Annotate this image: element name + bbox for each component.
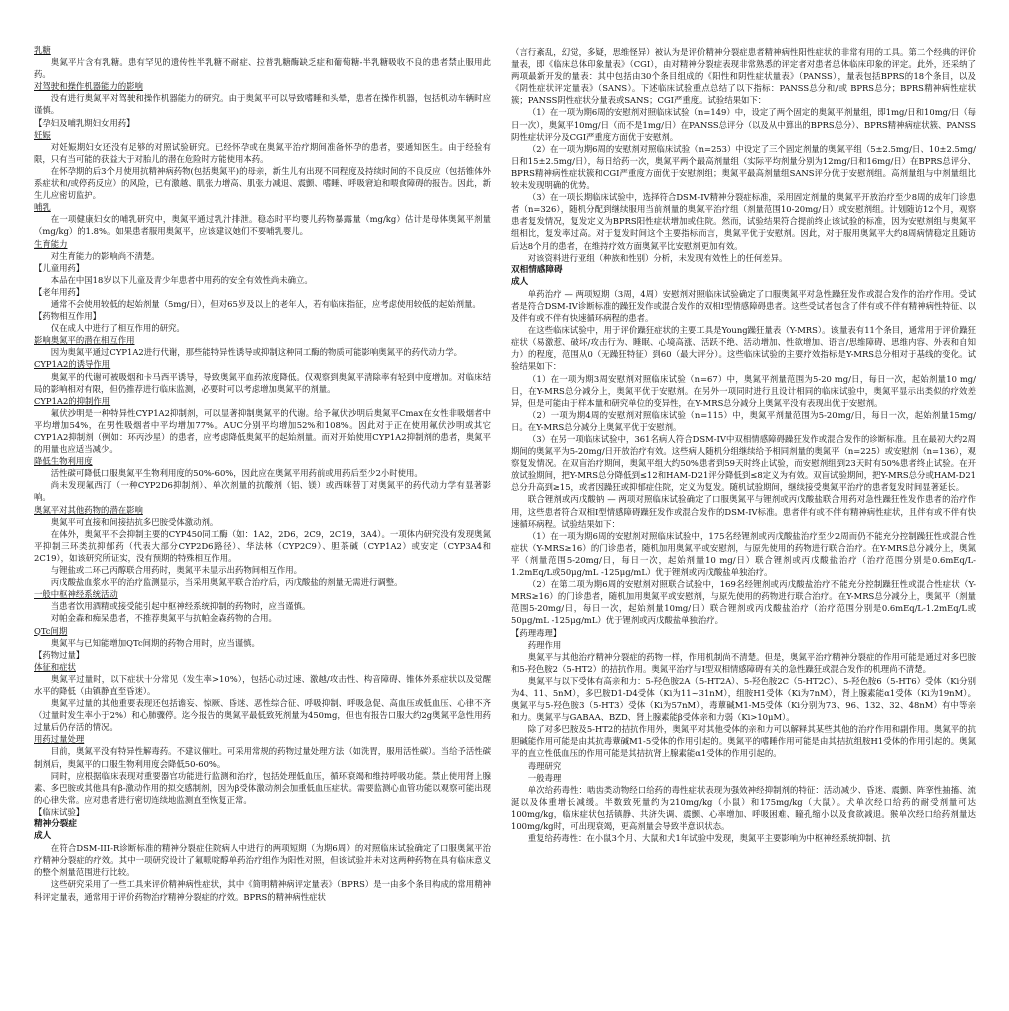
subheading: 降低生物利用度	[34, 456, 93, 467]
section-heading: 【药理毒理】	[511, 627, 562, 638]
paragraph: 氟伏沙明是一种特异性CYP1A2抑制剂，可以显著抑制奥氮平的代谢。给予氟伏沙明后奥氮平Cmax在女性非吸烟者中平均增加54%，在男性吸烟者中平均增加77%。AUC分别平均增加52%和108%。因此对于正在使用氟伏沙明或其它CYP1A2抑制剂（例如：环丙沙星）的患者，应考虑降低奥氮平的起始剂量。而对开始使用CYP1A2抑制剂的患者，奥氮平的用量也应适当减少。	[34, 407, 491, 455]
paragraph: （1）在一项为期3周安慰剂对照临床试验（n=67）中，奥氮平剂量范围为5-20 mg/日，每日一次，起始剂量10 mg/日，在Y-MRS总分减分上，奥氮平优于安慰剂。在另外一项同时进行且设计相同的临床试验中，奥氮平显示出类似的疗效差异，但是可能由于样本量和研究单位的变异性，在Y-MRS总分减分上奥氮平没有表现出优于安慰剂。	[511, 373, 976, 408]
bold-heading: 双相情感障碍	[511, 264, 563, 275]
paragraph: 单次给药毒性：啮齿类动物经口给药的毒性症状表现为强效神经抑制剂的特征：活动减少、昏迷、震颤、阵挛性抽搐、流涎以及体重增长减缓。半数致死量约为210mg/kg（小鼠）和175mg/kg（大鼠）。犬单次经口给药的耐受剂量可达100mg/kg，临床症状包括镇静、共济失调、震颤、心率增加、呼吸困难、瞳孔缩小以及食欲减退。猴单次经口给药剂量达100mg/kg时，可出现衰竭，更高剂量会导致半意识状态。	[511, 784, 976, 831]
bold-heading: 成人	[511, 276, 529, 287]
paragraph: 对生育能力的影响尚不清楚。	[50, 250, 160, 261]
paragraph: 因为奥氮平通过CYP1A2进行代谢，那些能特异性诱导或抑制这种同工酶的物质可能影响奥氮平的药代动力学。	[50, 347, 462, 358]
paragraph: 奥氮平与已知能增加QTc间期的药物合用时，应当谨慎。	[50, 637, 260, 648]
section-heading: 【临床试验】	[34, 806, 85, 817]
subheading: 生育能力	[34, 238, 68, 249]
paragraph: （言行紊乱，幻觉，多疑，思维怪异）被认为是评价精神分裂症患者精神病性阳性症状的非常有用的工具。第二个经典的评价量表，即《临床总体印象量表》（CGI），由对精神分裂症表现非常熟悉的评定者对患者总体临床印象的评定。此外，还采纳了两项最新开发的量表：其中包括由30个条目组成的《阳性和阴性症状量表》（PANSS），量表包括BPRS的18个条目，以及《阴性症状评定量表》（SANS）。下述临床试验重点总结了以下指标：PANSS总分和/或 BPRS总分；BPRS精神病性症状簇；PANSS阴性症状分量表或SANS；CGI严重度。试验结果如下：	[511, 47, 976, 106]
paragraph: 仅在成人中进行了相互作用的研究。	[50, 323, 185, 334]
paragraph: 在这些临床试验中，用于评价躁狂症状的主要工具是Young躁狂量表（Y-MRS）。该量表有11个条目，通常用于评价躁狂症状（易激惹、破坏/攻击行为、睡眠、心境高涨、活跃不绝、活动增加、性欲增加、语言/思维障碍、思维内容、外表和自知力）的程度，范围从0（无躁狂特征）到60（最大评分）。这些临床试验的主要疗效指标是Y-MRS总分相对于基线的变化。试验结果如下：	[511, 325, 976, 372]
paragraph: 通常不会使用较低的起始剂量（5mg/日），但对65岁及以上的老年人，若有临床指征，应考虑使用较低的起始剂量。	[50, 298, 481, 309]
paragraph: 在体外，奥氮平不会抑制主要的CYP450同工酶（如：1A2，2D6，2C9，2C19，3A4）。一项体内研究没有发现奥氮平抑制三环类抗抑郁药（代表大部分CYP2D6路径）、华法林（CYP2C9）、胆茶碱（CYP1A2）或安定（CYP3A4和2C19），如该研究所证实，没有预期的特殊相互作用。	[34, 528, 491, 563]
paragraph: 同时，应根据临床表现对重要器官功能进行监测和治疗，包括处理低血压，循环衰竭和维持呼吸功能。禁止使用肾上腺素、多巴胺或其他具有β-激动作用的拟交感制剂，因为β受体激动剂会加重低血压症状。需要监测心血管功能以观察可能出现的心律失常。应对患者进行密切连续地监测直至恢复正常。	[34, 770, 491, 805]
subheading: 影响奥氮平的潜在相互作用	[34, 335, 135, 346]
paragraph: 除了对多巴胺及5-HT2的拮抗作用外，奥氮平对其他受体的亲和力可以解释其某些其他的治疗作用和副作用。奥氮平的抗胆碱能作用可能是由其抗毒蕈碱M1-5受体的作用引起的。奥氮平的嗜睡作用可能是由其拮抗组胺H1受体的作用引起的。奥氮平的直立性低血压的作用可能是其拮抗肾上腺素能α1受体的作用引起的。	[511, 724, 976, 759]
paragraph: （3）在另一项临床试验中，361名病人符合DSM-IV中双相情感障碍躁狂发作或混合发作的诊断标准。且在最初大约2周期间的奥氮平为5-20mg/日开放治疗有效。这些病人随机分组继续给予相同剂量的奥氮平（n=225）或安慰剂（n=136），观察复发情况。在双盲治疗期间，奥氮平组大约50%患者到59天时终止试验，而安慰剂组到23天时有50%患者终止试验。在开放试验期间，把Y-MRS总分降低到≤12和HAM-D21评分降低到≤8定义为有效。双盲试验期间，把Y-MRS总分或HAM-D21总分升高到≥15，或者因躁狂或抑郁症住院，定义为复发。随机试验期间，继续接受奥氮平治疗的患者复发时间显著延长。	[511, 434, 976, 493]
paragraph: （2）一项为期4周的安慰剂对照临床试验（n=115）中，奥氮平剂量范围为5-20mg/日，每日一次，起始剂量15mg/日。在Y-MRS总分减分上奥氮平优于安慰剂。	[511, 409, 976, 432]
paragraph: 奥氮平可直接和间接拮抗多巴胺受体激动剂。	[50, 516, 219, 527]
paragraph: 奥氮平与以下受体有高亲和力：5-羟色胺2A（5-HT2A）、5-羟色胺2C（5-HT2C）、5-羟色胺6（5-HT6）受体（Ki分别为4、11、5nM），多巴胺D1-D4受体（Ki为11~31nM），组胺H1受体（Ki为7nM），肾上腺素能α1受体（Ki为19nM）。奥氮平与5-羟色胺3（5-HT3）受体（Ki为57nM），毒蕈碱M1-M5受体（Ki分别为73、96、132、32、48nM）有中等亲和力。奥氮平与GABAA、BZD、肾上腺素能β受体亲和力弱（Ki>10μM）。	[511, 675, 976, 723]
paragraph: 奥氮平过量的其他重要表现还包括谵妄、惊厥、昏迷、恶性综合征、呼吸抑制、呼吸急促、高血压或低血压、心律不齐（过量时发生率小于2%）和心肺骤停。迄今报告的奥氮平最低致死剂量为450mg，但也有报告口服大约2g奥氮平急性用药过量后仍存活的情况。	[34, 698, 491, 733]
subheading: 一般中枢神经系统活动	[34, 589, 118, 600]
right-column	[511, 46, 976, 996]
paragraph: 丙戊酸盐血浆水平的治疗监测显示，当采用奥氮平联合治疗后，丙戊酸盐的剂量无需进行调整。	[50, 577, 403, 588]
paragraph: 对帕金森和痴呆患者，不推荐奥氮平与抗帕金森药物的合用。	[50, 613, 277, 624]
paragraph: （2）在第二项为期6周的安慰剂对照联合试验中，169名经锂剂或丙戊酸盐治疗不能充分控制躁狂性或混合性症状（Y-MRS≥16）的门诊患者，随机加用奥氮平或安慰剂，与原先使用的药物进行联合治疗。在Y-MRS总分减分上，奥氮平（剂量范围5-20mg/日，每日一次，起始剂量10mg/日）联合锂剂或丙戊酸盐治疗（治疗范围分别是0.6mEq/L-1.2mEq/L或50μg/mL -125μg/mL）优于锂剂或丙戊酸盐单独治疗。	[511, 579, 976, 626]
paragraph: 单药治疗 — 两项短期（3周，4周）安慰剂对照临床试验确定了口服奥氮平对急性躁狂发作或混合发作的治疗作用。受试者是符合DSM-IV诊断标准的躁狂发作或混合发作的双相I型情感障碍患者。这些受试者包含了伴有或不伴有精神病性特征、以及伴有或不伴有快速循环病程的患者。	[511, 288, 976, 324]
paragraph: 在符合DSM-III-R诊断标准的精神分裂症住院病人中进行的两项短期（为期6周）的对照临床试验确定了口服奥氮平治疗精神分裂症的疗效。其中一项研究设计了氟哌啶醇单药治疗组作为阳性对照，但该试验并未对这两种药物在具有临床意义的整个剂量范围进行比较。	[34, 843, 491, 878]
paragraph: 奥氮平与其他治疗精神分裂症的药物一样，作用机制尚不清楚。但是，奥氮平治疗精神分裂症的作用可能是通过对多巴胺和5-羟色胺2（5-HT2）的拮抗作用。奥氮平治疗与I型双相情感障碍有关的急性躁狂或混合发作的机理尚不清楚。	[511, 651, 976, 674]
subheading: 奥氮平对其他药物的潜在影响	[34, 504, 143, 515]
section-heading: 【老年用药】	[34, 286, 85, 297]
paragraph: 在一项健康妇女的哺乳研究中，奥氮平通过乳汁排泄。稳态时平均婴儿药物暴露量（mg/kg）估计是母体奥氮平剂量（mg/kg）的1.8%。如果患者服用奥氮平，应该建议她们不要哺乳婴儿。	[34, 214, 491, 237]
paragraph: 一般毒理	[527, 772, 562, 783]
bold-heading: 成人	[34, 831, 52, 842]
section-heading: 【儿童用药】	[34, 262, 85, 273]
paragraph: 这些研究采用了一些工具来评价精神病性症状，其中《简明精神病评定量表》（BPRS）是一由多个条目构成的常用精神科评定量表，通常用于评价药物治疗精神分裂症的疗效。BPRS的精神病性症状	[34, 879, 491, 902]
section-heading: 【药物过量】	[34, 649, 85, 660]
bold-heading: 精神分裂症	[34, 819, 77, 829]
subheading: 体征和症状	[34, 661, 76, 672]
paragraph: 目前，奥氮平没有特异性解毒药。不建议催吐。可采用常规的药物过量处理方法（如洗胃，服用活性碳）。当给予活性碳制剂后，奥氮平的口服生物利用度会降低50-60%。	[34, 746, 491, 769]
paragraph: 活性碳可降低口服奥氮平生物利用度的50%-60%，因此应在奥氮平用药前或用药后至少2小时使用。	[50, 468, 423, 479]
subheading: 对驾驶和操作机器能力的影响	[34, 81, 143, 92]
paragraph: （1）在一项为期6周的安慰剂对照临床试验（n=149）中，设定了两个固定的奥氮平剂量组，即1mg/日和10mg/日（每日一次），奥氮平10mg/日（而不是1mg/日）在PANSS总评分（以及从中算出的BPRS总分）、BPRS精神病症状簇、PANSS阴性症状评分及CGI严重度方面优于安慰剂。	[511, 107, 976, 142]
paragraph: 本品在中国18岁以下儿童及青少年患者中用药的安全有效性尚未确立。	[50, 274, 313, 285]
paragraph: 对该资料进行亚组（种族和性别）分析，未发现有效性上的任何差异。	[527, 252, 788, 263]
subheading: 用药过量处理	[34, 734, 85, 745]
paragraph: （1）在一项为期6周的安慰剂对照临床试验中，175名经锂剂或丙戊酸盐治疗至少2周而仍不能充分控制躁狂性或混合性症状（Y-MRS≥16）的门诊患者，随机加用奥氮平或安慰剂，与原先使用的药物进行联合治疗。在Y-MRS总分减分上，奥氮平（剂量范围5-20mg/日，每日一次，起始剂量10 mg/日）联合锂剂或丙戊酸盐治疗（治疗范围分别是0.6mEq/L-1.2mEq/L或50μg/mL -125μg/mL）优于锂剂或丙戊酸盐单独治疗。	[511, 530, 976, 578]
paragraph: 奥氮平过量时，以下症状十分常见（发生率>10%），包括心动过速、激越/攻击性、构音障碍、锥体外系症状以及觉醒水平的降低（由镇静直至昏迷）。	[34, 673, 491, 696]
subheading: CYP1A2的抑制作用	[34, 395, 111, 406]
subheading: 妊娠	[34, 129, 51, 140]
paragraph: 对妊娠期妇女还没有足够的对照试验研究。已经怀孕或在奥氮平治疗期间准备怀孕的患者，要通知医生。由于经验有限，只有当可能的获益大于对胎儿的潜在危险时方能使用本药。	[34, 141, 491, 164]
paragraph: 重复给药毒性：在小鼠3个月、大鼠和犬1年试验中发现，奥氮平主要影响为中枢神经系统抑制、抗	[527, 833, 891, 844]
paragraph: 奥氮平的代谢可被吸烟和卡马西平诱导，导致奥氮平血药浓度降低。仅观察到奥氮平清除率有轻到中度增加。对临床结局的影响相对有限，但仍推荐进行临床监测，必要时可以考虑增加奥氮平的剂量。	[34, 371, 491, 394]
paragraph: 与锂盐或二环己丙醇联合用药时，奥氮平未显示出药物间相互作用。	[50, 565, 303, 576]
paragraph: 联合锂剂或丙戊酸钠 — 两项对照临床试验确定了口服奥氮平与锂剂或丙戊酸盐联合用药对急性躁狂性发作患者的治疗作用，这些患者符合双相I型情感障碍躁狂发作或混合发作的DSM-IV标准。患者伴有或不伴有精神病性症状，且伴有或不伴有快速循环病程。试验结果如下：	[511, 494, 976, 529]
paragraph: 没有进行奥氮平对驾驶和操作机器能力的研究。由于奥氮平可以导致嗜睡和头晕，患者在操作机器，包括机动车辆时应谨慎。	[34, 93, 491, 116]
paragraph: 毒理研究	[527, 760, 562, 771]
paragraph: 尚未发现氟西汀（一种CYP2D6抑制剂）、单次剂量的抗酸剂（铝、镁）或西咪替丁对奥氮平的药代动力学有显著影响。	[34, 480, 491, 503]
section-heading: 【药物相互作用】	[34, 311, 101, 322]
subheading: 哺乳	[34, 202, 51, 213]
paragraph: 当患者饮用酒精或接受能引起中枢神经系统抑制的药物时，应当谨慎。	[50, 601, 311, 612]
paragraph: 在怀孕期的后3个月使用抗精神病药物(包括奥氮平)的母亲，新生儿有出现不同程度及持续时间的不良反应（包括锥体外系症状和/或停药反应）的风险，已有激越、肌张力增高、肌张力减退、震颤、嗜睡、呼吸窘迫和喂食障碍的报告。因此，新生儿应密切监护。	[34, 165, 491, 201]
subheading: CYP1A2的诱导作用	[34, 359, 111, 370]
paragraph: 奥氮平片含有乳糖。患有罕见的遗传性半乳糖不耐症、拉普乳糖酶缺乏症和葡萄糖-半乳糖吸收不良的患者禁止服用此药。	[34, 57, 491, 80]
paragraph: 药理作用	[527, 639, 562, 650]
subheading: 乳糖	[34, 45, 51, 55]
left-column	[34, 44, 491, 996]
subheading: QTc间期	[34, 625, 68, 636]
paragraph: （2）在一项为期6周的安慰剂对照临床试验（n=253）中设定了三个固定剂量的奥氮平组（5±2.5mg/日、10±2.5mg/日和15±2.5mg/日），每日给药一次，奥氮平两个最高剂量组（实际平均剂量分别为12mg/日和16mg/日）在BPRS总评分、BPRS精神病性症状簇和CGI严重度方面优于安慰剂组；奥氮平最高剂量组SANS评分优于安慰剂组。高剂量组与中剂量组比较未发现明确的优势。	[511, 143, 976, 191]
section-heading: 【孕妇及哺乳期妇女用药】	[34, 117, 135, 128]
paragraph: （3）在一项长期临床试验中，选择符合DSM-IV精神分裂症标准，采用固定剂量的奥氮平开放治疗至少8周的成年门诊患者（n=326），随机分配到继续服用当前剂量的奥氮平治疗组（剂量范围10-20mg/日）或安慰剂组。计划随访12个月，观察患者复发情况，复发定义为BPRS阳性症状增加或住院。然而，试验结果符合提前终止该试验的标准，因为安慰剂组与奥氮平组相比，复发率过高。对于复发时间这个主要指标而言，奥氮平优于安慰剂。因此，对于服用奥氮平大约8周病情稳定且随访后达8个月的患者，在维持疗效方面奥氮平比安慰剂更加有效。	[511, 192, 976, 251]
